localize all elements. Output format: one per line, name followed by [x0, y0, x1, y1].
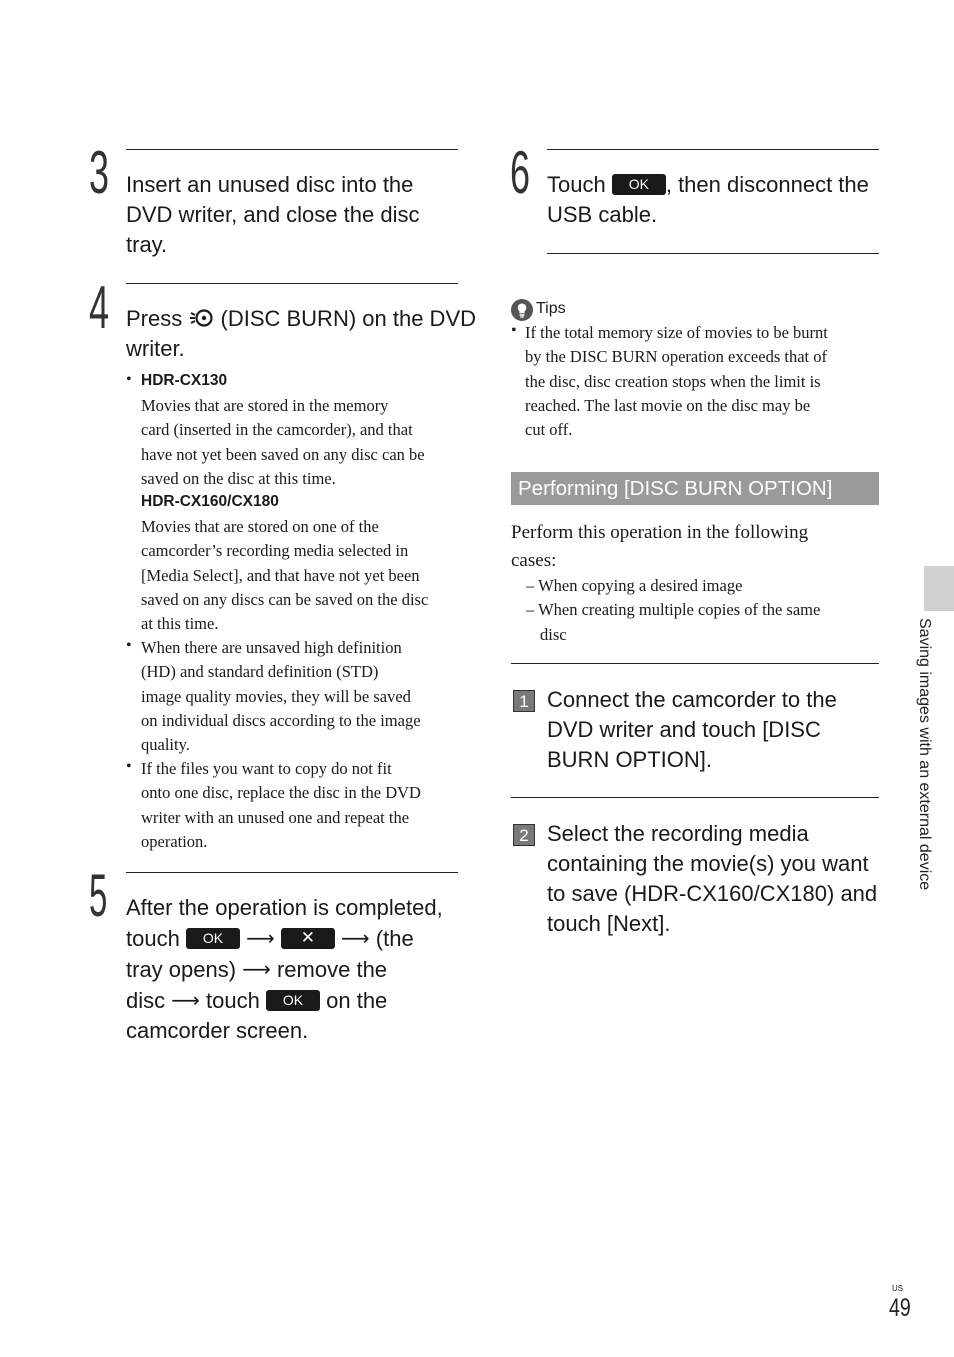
list-item-continued: disc: [540, 624, 567, 644]
text-line: (HD) and standard definition (STD): [141, 662, 379, 682]
bullet-dot: •: [511, 322, 517, 339]
page-number: 49: [889, 1294, 911, 1322]
text-touch: Touch: [547, 172, 606, 197]
text-remove-the: remove the: [276, 957, 388, 982]
model-description: [141, 515, 428, 636]
perform-intro: [511, 519, 808, 575]
arrow-right-icon: ⟶: [171, 988, 200, 1012]
text-line: When there are unsaved high definition: [141, 638, 402, 657]
text-line: by the DISC BURN operation exceeds that of: [525, 347, 827, 367]
text-line: the disc, disc creation stops when the limit is: [525, 371, 821, 391]
ok-button-icon: OK: [612, 174, 666, 195]
model-name: HDR-CX130: [141, 372, 228, 389]
text-line: [Media Select], and that have not yet been: [141, 565, 420, 585]
bullet-dot: •: [126, 637, 132, 654]
text-line: If the files you want to copy do not fit: [141, 759, 392, 778]
text-line: containing the movie(s) you want: [547, 851, 869, 876]
model-name: HDR-CX160/CX180: [141, 493, 279, 510]
divider: [126, 872, 458, 873]
text-line: If the total memory size of movies to be burnt: [525, 323, 828, 342]
text-line: onto one disc, replace the disc in the DVD: [141, 783, 421, 803]
text-line: on individual discs according to the image: [141, 710, 421, 730]
text-line: Movies that are stored in the memory: [141, 396, 389, 415]
step-number: 3: [89, 139, 109, 206]
step-number: 4: [89, 274, 109, 341]
divider: [547, 149, 879, 150]
text-line: saved on the disc at this time.: [141, 468, 336, 488]
list-item: – When copying a desired image: [526, 576, 743, 595]
step-number: 5: [89, 862, 107, 929]
region-code: US: [892, 1284, 904, 1293]
text-line: quality.: [141, 735, 190, 755]
text-line: operation.: [141, 831, 208, 851]
text-line: touch [Next].: [547, 911, 671, 936]
text-disconnect: , then disconnect the: [665, 172, 869, 197]
text-line: tray.: [126, 232, 168, 257]
chapter-tab[interactable]: [924, 566, 954, 611]
text-line: writer.: [126, 336, 185, 361]
text-on-the: on the: [326, 988, 388, 1013]
text-line: cut off.: [525, 420, 573, 440]
arrow-right-icon: ⟶: [246, 926, 275, 950]
text-line: Insert an unused disc into the: [126, 172, 414, 197]
text-line: to save (HDR-CX160/CX180) and: [547, 881, 878, 906]
text-line: DVD writer and touch [DISC: [547, 717, 821, 742]
text-line: After the operation is completed,: [126, 895, 443, 920]
bullet-dot: •: [126, 758, 132, 775]
text-line: have not yet been saved on any disc can be: [141, 444, 425, 464]
text-the: (the: [375, 926, 414, 951]
text-line: Perform this operation in the following: [511, 522, 809, 543]
lightbulb-icon: [511, 299, 533, 321]
text-line: at this time.: [141, 614, 219, 634]
step-3-instruction: [126, 170, 419, 260]
step-6-instruction: [547, 170, 869, 230]
text-line: image quality movies, they will be saved: [141, 686, 411, 706]
divider: [547, 253, 879, 254]
note-files-fit: [141, 757, 421, 854]
ok-button-icon: OK: [186, 928, 240, 949]
section-heading: Performing [DISC BURN OPTION]: [511, 472, 879, 505]
divider: [126, 149, 458, 150]
step-5-instruction: [126, 893, 443, 1046]
divider: [126, 283, 458, 284]
text-disc: disc: [126, 988, 166, 1013]
text-line: camcorder’s recording media selected in: [141, 541, 409, 561]
text-touch: touch: [126, 926, 180, 951]
bullet-dot: •: [126, 371, 132, 388]
text-press: Press: [126, 306, 183, 331]
text-line: Movies that are stored on one of the: [141, 517, 379, 536]
tips-text: [525, 321, 828, 442]
text-line: writer with an unused one and repeat the: [141, 807, 410, 827]
substep-number-badge: 2: [513, 824, 535, 846]
text-line: USB cable.: [547, 202, 658, 227]
step-number: 6: [510, 139, 530, 206]
text-line: reached. The last movie on the disc may be: [525, 395, 811, 415]
text-line: BURN OPTION].: [547, 747, 713, 772]
ok-button-icon: OK: [266, 990, 320, 1011]
arrow-right-icon: ⟶: [341, 926, 370, 950]
list-item: – When creating multiple copies of the same: [526, 600, 821, 620]
arrow-right-icon: ⟶: [242, 957, 271, 981]
divider: [511, 797, 879, 798]
text-line: Connect the camcorder to the: [547, 687, 837, 712]
case-list: [526, 574, 820, 647]
text-line: cases:: [511, 550, 557, 571]
disc-burn-icon: [188, 307, 214, 329]
text-line: DVD writer, and close the disc: [126, 202, 420, 227]
close-button-icon: ✕: [281, 928, 335, 949]
text-line: Select the recording media: [547, 821, 809, 846]
substep-2-instruction: [547, 819, 877, 939]
chapter-label: Saving images with an external device: [916, 618, 933, 891]
substep-1-instruction: [547, 685, 837, 775]
text-touch: touch: [206, 988, 260, 1013]
divider: [511, 663, 879, 664]
text-tray-opens: tray opens): [126, 957, 237, 982]
step-4-instruction: [126, 304, 476, 364]
tips-label: Tips: [536, 300, 566, 317]
substep-number-badge: 1: [513, 690, 535, 712]
text-line: camcorder screen.: [126, 1018, 309, 1043]
text-disc-burn: (DISC BURN) on the DVD: [220, 306, 477, 331]
note-unsaved-movies: [141, 636, 421, 757]
model-description: [141, 394, 425, 491]
text-line: card (inserted in the camcorder), and that: [141, 420, 413, 440]
text-line: saved on any discs can be saved on the disc: [141, 589, 429, 609]
